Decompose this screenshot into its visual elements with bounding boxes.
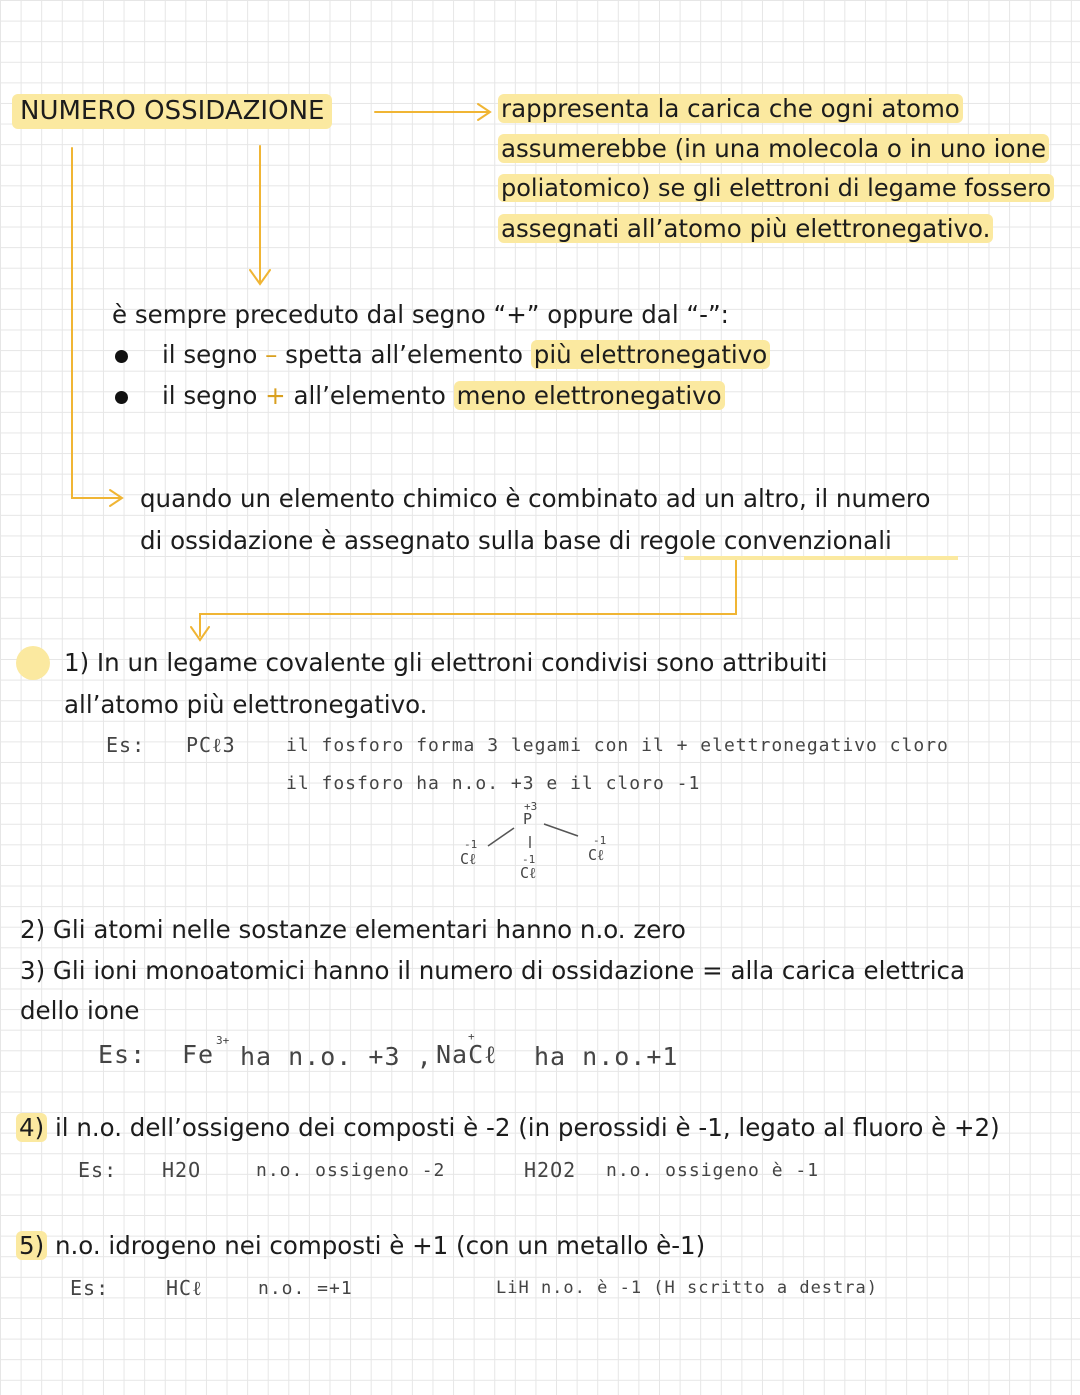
- definition-line-4-text: assegnati all’atomo più elettronegativo.: [498, 214, 993, 243]
- rule-3-na: NaCℓ: [436, 1040, 498, 1069]
- sign-bullet-1-a: il segno: [162, 340, 258, 369]
- cl-left-charge: -1: [464, 838, 478, 851]
- rule-5-formula-1-text: n.o. =+1: [258, 1278, 353, 1299]
- definition-line-1: [498, 94, 963, 123]
- definition-line-3: [498, 174, 1054, 203]
- highlight-dot: [16, 646, 50, 680]
- rule-5-formula-2-text: LiH n.o. è -1 (H scritto a destra): [496, 1278, 878, 1298]
- sign-bullet-2-highlight: meno elettronegativo: [454, 381, 725, 410]
- rule-3-na-charge: +: [468, 1030, 475, 1043]
- rule-4-formula-1: H2O: [162, 1158, 202, 1182]
- rule-2: 2) Gli atomi nelle sostanze elementari hanno n.o. zero: [20, 915, 686, 944]
- bullet-dot: [115, 350, 128, 363]
- rule-1-note-2: il fosforo ha n.o. +3 e il cloro -1: [286, 773, 701, 794]
- rule-5-number: 5): [16, 1231, 47, 1260]
- rule-3-line-1: 3) Gli ioni monoatomici hanno il numero di ossidazione = alla carica elettrica: [20, 956, 966, 985]
- sign-bullet-2: [162, 381, 725, 410]
- molecule-cl-right: Cℓ: [588, 846, 605, 864]
- definition-line-4: [498, 214, 993, 243]
- definition-line-2: [498, 134, 1049, 163]
- page-title: NUMERO OSSIDAZIONE: [12, 94, 332, 129]
- combined-line-1: quando un elemento chimico è combinato ad un altro, il numero: [140, 484, 931, 513]
- rule-4-es-label: Es:: [78, 1158, 118, 1182]
- rule-3-fe: Fe: [182, 1040, 215, 1069]
- rule-5-formula-1: HCℓ: [166, 1276, 203, 1300]
- combined-line-2-a: di ossidazione è assegnato sulla base di: [140, 526, 632, 555]
- definition-line-3-text: poliatomico) se gli elettroni di legame fossero: [498, 174, 1054, 202]
- rule-5-es-label: Es:: [70, 1276, 110, 1300]
- rule-1-es-label: Es:: [106, 733, 146, 757]
- cl-right-charge: -1: [593, 834, 607, 847]
- rule-3-fe-text: ha n.o. +3 ,: [240, 1042, 433, 1071]
- molecule-cl-left: Cℓ: [460, 850, 477, 868]
- combined-line-2-b: regole convenzionali: [639, 526, 892, 555]
- sign-bullet-1-highlight: più elettronegativo: [531, 340, 770, 369]
- rule-4-number: 4): [16, 1113, 47, 1142]
- rule-4-text: il n.o. dell’ossigeno dei composti è -2 (in perossidi è -1, legato al fluoro è +2): [54, 1113, 1000, 1142]
- minus-sign: –: [265, 340, 278, 369]
- rule-1-note-1: il fosforo forma 3 legami con il + elettronegativo cloro: [286, 735, 949, 756]
- cl-bottom-charge: -1: [522, 853, 536, 866]
- rule-3-es-label: Es:: [98, 1040, 147, 1069]
- rule-1-es-formula: PCℓ3: [186, 733, 236, 757]
- rule-1-line-1: 1) In un legame covalente gli elettroni condivisi sono attribuiti: [64, 648, 828, 677]
- rule-3-fe-charge: 3+: [216, 1034, 230, 1047]
- sign-bullet-1-b: spetta all’elemento: [285, 340, 523, 369]
- rule-1-line-2: all’atomo più elettronegativo.: [64, 690, 428, 719]
- rule-4-formula-2: H2O2: [524, 1158, 577, 1182]
- rule-3-na-text: ha n.o.+1: [534, 1042, 679, 1071]
- plus-sign: +: [265, 381, 286, 410]
- molecule-cl-bottom: Cℓ: [520, 864, 537, 882]
- p-charge: +3: [524, 800, 538, 813]
- bullet-dot: [115, 391, 128, 404]
- sign-intro: è sempre preceduto dal segno “+” oppure dal “-”:: [112, 300, 729, 329]
- definition-line-2-text: assumerebbe (in una molecola o in uno ione: [498, 134, 1049, 163]
- rule-5: [16, 1231, 705, 1260]
- combined-line-2: [140, 526, 892, 555]
- rule-4-formula-2-text: n.o. ossigeno è -1: [606, 1160, 820, 1181]
- definition-line-1-text: rappresenta la carica che ogni atomo: [498, 94, 963, 123]
- rule-5-text: n.o. idrogeno nei composti è +1 (con un metallo è-1): [54, 1231, 706, 1260]
- sign-bullet-2-a: il segno: [162, 381, 258, 410]
- rule-4: [16, 1113, 1000, 1142]
- sign-bullet-1: [162, 340, 770, 369]
- rule-4-formula-1-text: n.o. ossigeno -2: [256, 1160, 446, 1181]
- sign-bullet-2-b: all’elemento: [293, 381, 446, 410]
- molecule-p: P: [523, 810, 533, 828]
- rule-3-line-2: dello ione: [20, 996, 140, 1025]
